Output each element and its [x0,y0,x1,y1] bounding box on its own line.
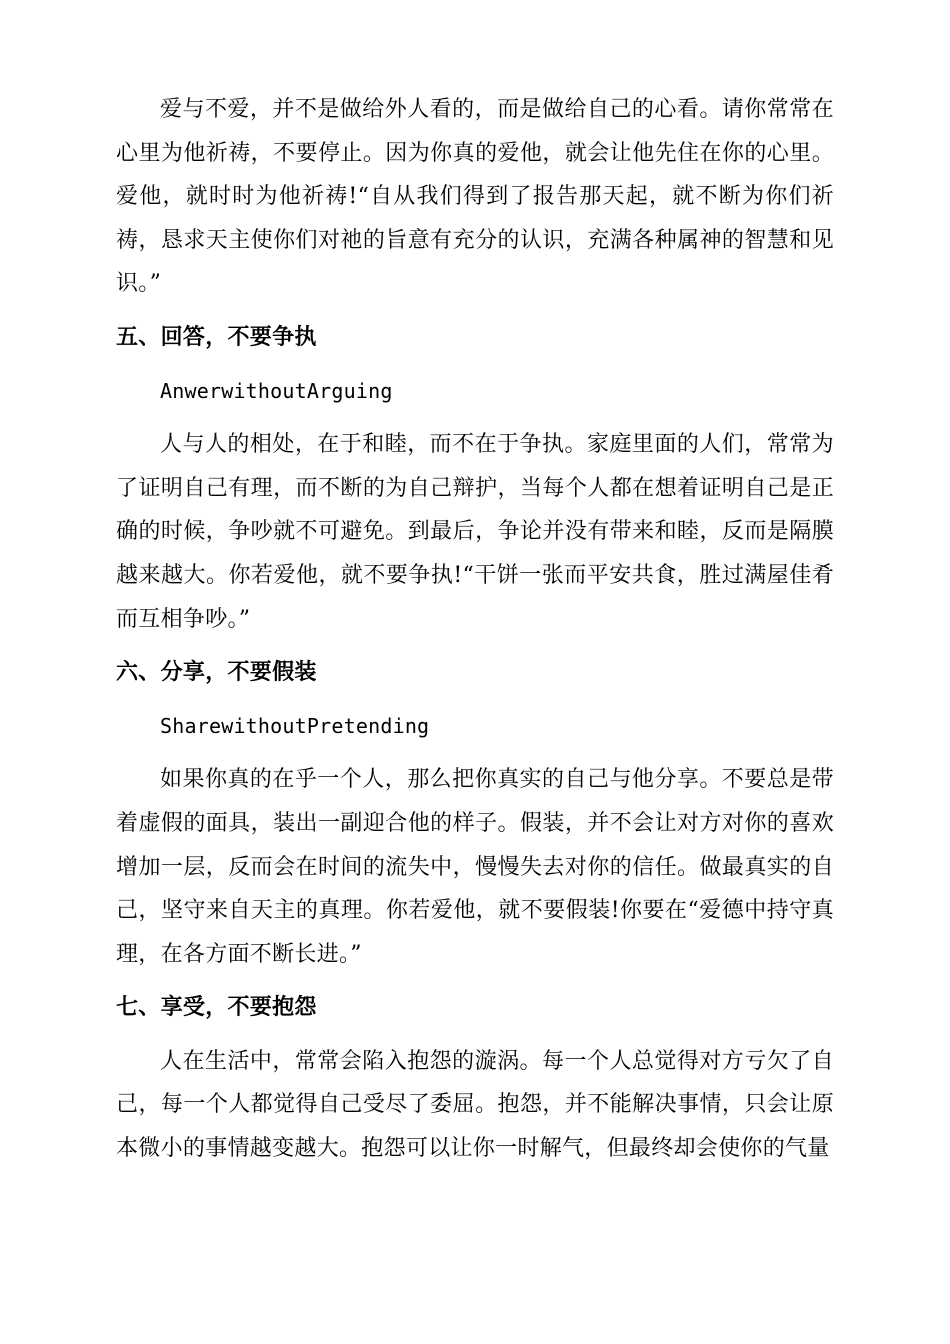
english-subtitle-share: SharewithoutPretending [160,713,430,738]
paragraph-pray: 爱与不爱，并不是做给外人看的，而是做给自己的心看。请你常常在心里为他祈祷，不要停止。因为你真的爱他，就会让他先住在你的心里。爱他，就时时为他祈祷!“自从我们得到了报告那天起，就不断为你们祈祷，恳求天主使你们对祂的旨意有充分的认识，充满各种属神的智慧和见识。” [116,97,834,297]
heading-answer: 五、回答，不要争执 [116,323,317,350]
heading-enjoy: 七、享受，不要抱怨 [116,994,317,1021]
paragraph-enjoy: 人在生活中，常常会陷入抱怨的漩涡。每一个人总觉得对方亏欠了自己，每一个人都觉得自己受尽了委屈。抱怨，并不能解决事情，只会让原本微小的事情越变越大。抱怨可以让你一时解气，但最终却会使你的气量 [116,1048,834,1162]
english-subtitle-answer: AnwerwithoutArguing [160,378,393,403]
paragraph-answer: 人与人的相处，在于和睦，而不在于争执。家庭里面的人们，常常为了证明自己有理，而不断的为自己辩护，当每个人都在想着证明自己是正确的时候，争吵就不可避免。到最后，争论并没有带来和睦，反而是隔膜越来越大。你若爱他，就不要争执!“干饼一张而平安共食，胜过满屋佳肴而互相争吵。” [116,432,834,632]
document-page [116,88,834,1171]
heading-share: 六、分享，不要假装 [116,659,317,686]
paragraph-share: 如果你真的在乎一个人，那么把你真实的自己与他分享。不要总是带着虚假的面具，装出一副迎合他的样子。假装，并不会让对方对你的喜欢增加一层，反而会在时间的流失中，慢慢失去对你的信任。做最真实的自己，坚守来自天主的真理。你若爱他，就不要假装!你要在“爱德中持守真理，在各方面不断长进。” [116,767,834,967]
